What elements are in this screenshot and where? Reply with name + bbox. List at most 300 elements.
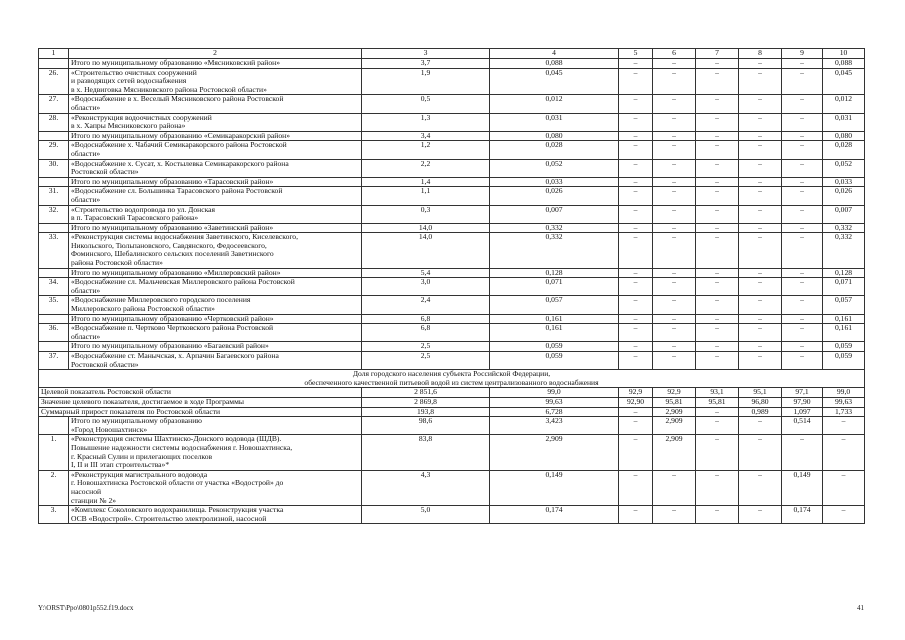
value-cell: 2,5 — [362, 352, 490, 370]
project-name: «Реконструкция водоочистных сооружений в х. Хапры Мясниковского района» — [69, 113, 362, 131]
value-cell: – — [619, 205, 653, 223]
value-cell: – — [696, 278, 739, 296]
header-cell: 4 — [490, 49, 619, 59]
row-number: 29. — [39, 141, 69, 159]
value-cell: – — [696, 435, 739, 470]
value-cell: – — [619, 233, 653, 268]
value-cell: 0,071 — [823, 278, 865, 296]
value-cell: 2,5 — [362, 342, 490, 352]
subtotal-row — [39, 314, 865, 324]
value-cell: – — [696, 223, 739, 233]
value-cell: 95,81 — [696, 397, 739, 407]
value-cell: – — [696, 205, 739, 223]
value-cell: 1,1 — [362, 187, 490, 205]
value-cell: – — [653, 342, 696, 352]
value-cell: 95,1 — [739, 388, 782, 398]
value-cell: – — [619, 352, 653, 370]
value-cell: – — [653, 131, 696, 141]
value-cell: 2,909 — [653, 435, 696, 470]
project-name: «Водоснабжение в х. Веселый Мясниковского района Ростовской области» — [69, 95, 362, 113]
value-cell: – — [696, 68, 739, 95]
project-name: «Комплекс Соколовского водохранилища. Реконструкция участка ОСВ «Водострой». Строительство электролизной, насосной — [69, 506, 362, 524]
value-cell: 0,989 — [739, 407, 782, 417]
value-cell: – — [782, 95, 823, 113]
value-cell: – — [782, 205, 823, 223]
project-name: «Водоснабжение ст. Манычская, х. Арпачин Багаевского района Ростовской области» — [69, 352, 362, 370]
section-heading: Доля городского населения субъекта Российской Федерации, обеспеченного качественной питьевой водой из систем централизованного водоснабжения — [39, 370, 865, 388]
value-cell: – — [739, 223, 782, 233]
value-cell: – — [653, 296, 696, 314]
value-cell: 0,033 — [823, 177, 865, 187]
subtotal-label: Итого по муниципальному образованию «Мясниковский район» — [69, 59, 362, 69]
table-row — [39, 68, 865, 95]
value-cell: 99,63 — [823, 397, 865, 407]
value-cell: 92,9 — [619, 388, 653, 398]
value-cell: 95,81 — [653, 397, 696, 407]
value-cell: – — [696, 159, 739, 177]
value-cell: 0,161 — [490, 314, 619, 324]
value-cell: – — [619, 435, 653, 470]
value-cell: 3,423 — [490, 417, 619, 435]
value-cell: 93,1 — [696, 388, 739, 398]
value-cell: – — [782, 141, 823, 159]
value-cell: 0,059 — [490, 352, 619, 370]
value-cell: 0,052 — [490, 159, 619, 177]
value-cell: – — [696, 113, 739, 131]
value-cell: 96,80 — [739, 397, 782, 407]
project-name: «Водоснабжение Миллеровского городского поселения Миллеровского района Ростовской области» — [69, 296, 362, 314]
value-cell: – — [739, 233, 782, 268]
value-cell: – — [619, 314, 653, 324]
value-cell: 0,088 — [490, 59, 619, 69]
value-cell: 97,90 — [782, 397, 823, 407]
row-number: 1. — [39, 435, 69, 470]
value-cell: 0,161 — [823, 314, 865, 324]
value-cell: 14,0 — [362, 233, 490, 268]
value-cell: 0,128 — [490, 268, 619, 278]
row-number: 30. — [39, 159, 69, 177]
value-cell: – — [619, 342, 653, 352]
value-cell: – — [739, 278, 782, 296]
value-cell: 1,097 — [782, 407, 823, 417]
value-cell: – — [653, 59, 696, 69]
value-cell: 3,0 — [362, 278, 490, 296]
value-cell: 0,059 — [823, 352, 865, 370]
subtotal-label: Итого по муниципальному образованию «Заветинский район» — [69, 223, 362, 233]
project-name: «Водоснабжение п. Чертково Чертковского района Ростовской области» — [69, 324, 362, 342]
table-row — [39, 278, 865, 296]
header-row — [39, 49, 865, 59]
value-cell: 2,909 — [653, 407, 696, 417]
value-cell: – — [823, 435, 865, 470]
value-cell: 0,045 — [823, 68, 865, 95]
row-number: 31. — [39, 187, 69, 205]
value-cell: – — [619, 95, 653, 113]
value-cell: 0,149 — [782, 470, 823, 505]
document-page — [38, 48, 864, 524]
value-cell: 0,033 — [490, 177, 619, 187]
indicator-name: Целевой показатель Ростовской области — [39, 388, 362, 398]
subtotal-row — [39, 268, 865, 278]
value-cell: – — [782, 233, 823, 268]
value-cell: – — [696, 268, 739, 278]
value-cell: 0,059 — [823, 342, 865, 352]
value-cell: 99,63 — [490, 397, 619, 407]
value-cell: 0,057 — [823, 296, 865, 314]
value-cell: – — [619, 68, 653, 95]
value-cell: – — [653, 470, 696, 505]
value-cell: 2,909 — [653, 417, 696, 435]
value-cell: – — [653, 233, 696, 268]
value-cell: 3,7 — [362, 59, 490, 69]
value-cell: – — [823, 506, 865, 524]
table-row — [39, 141, 865, 159]
value-cell: – — [619, 407, 653, 417]
value-cell: – — [653, 95, 696, 113]
value-cell: – — [782, 177, 823, 187]
subtotal-row — [39, 417, 865, 435]
value-cell: – — [782, 159, 823, 177]
row-number: 37. — [39, 352, 69, 370]
header-cell: 3 — [362, 49, 490, 59]
value-cell: 1,2 — [362, 141, 490, 159]
value-cell: 5,0 — [362, 506, 490, 524]
value-cell: – — [739, 68, 782, 95]
row-number: 2. — [39, 470, 69, 505]
value-cell: – — [696, 141, 739, 159]
value-cell: – — [619, 131, 653, 141]
subtotal-row — [39, 59, 865, 69]
value-cell: 3,4 — [362, 131, 490, 141]
value-cell: – — [653, 314, 696, 324]
table-row — [39, 296, 865, 314]
value-cell: – — [696, 506, 739, 524]
project-name: «Водоснабжение сл. Большинка Тарасовского района Ростовской области» — [69, 187, 362, 205]
value-cell: – — [619, 470, 653, 505]
value-cell: – — [653, 177, 696, 187]
value-cell: – — [739, 141, 782, 159]
project-name: «Строительство очистных сооружений и разводящих сетей водоснабжения в х. Недвиговка Мясниковского района Ростовской области» — [69, 68, 362, 95]
value-cell: 6,8 — [362, 324, 490, 342]
table-row — [39, 506, 865, 524]
table-row — [39, 159, 865, 177]
value-cell: 92,9 — [653, 388, 696, 398]
value-cell: – — [653, 159, 696, 177]
project-name: «Реконструкция системы водоснабжения Заветинского, Киселевского, Никольского, Тюльпановского, Савдянского, Федосеевского, Фоминского, Шебалинского сельских поселений Заветинского района Ростовской области» — [69, 233, 362, 268]
value-cell: 4,3 — [362, 470, 490, 505]
value-cell: 92,90 — [619, 397, 653, 407]
value-cell: – — [653, 278, 696, 296]
value-cell: – — [653, 68, 696, 95]
value-cell: 0,052 — [823, 159, 865, 177]
value-cell: – — [696, 59, 739, 69]
table-row — [39, 233, 865, 268]
value-cell: – — [653, 113, 696, 131]
table-row — [39, 324, 865, 342]
header-cell: 6 — [653, 49, 696, 59]
value-cell: – — [823, 417, 865, 435]
value-cell: – — [696, 314, 739, 324]
value-cell: – — [739, 95, 782, 113]
table-row — [39, 352, 865, 370]
project-name: «Водоснабжение сл. Мальчевская Миллеровского района Ростовской области» — [69, 278, 362, 296]
project-name: «Водоснабжение х. Чабачий Семикаракорского района Ростовской области» — [69, 141, 362, 159]
project-name: «Реконструкция магистрального водовода г. Новошахтинска Ростовской области от участка «Водострой» до насосной станции № 2» — [69, 470, 362, 505]
subtotal-label: Итого по муниципальному образованию «Город Новошахтинск» — [69, 417, 362, 435]
value-cell: 0,174 — [782, 506, 823, 524]
value-cell: – — [782, 187, 823, 205]
value-cell: – — [782, 68, 823, 95]
value-cell: – — [739, 268, 782, 278]
value-cell: – — [696, 187, 739, 205]
table-row — [39, 205, 865, 223]
subtotal-row — [39, 342, 865, 352]
value-cell: – — [696, 324, 739, 342]
value-cell: 99,0 — [823, 388, 865, 398]
value-cell: 0,028 — [490, 141, 619, 159]
value-cell: – — [739, 187, 782, 205]
value-cell: 0,149 — [490, 470, 619, 505]
subtotal-row — [39, 177, 865, 187]
row-number — [39, 223, 69, 233]
value-cell: – — [739, 342, 782, 352]
program-table — [38, 48, 865, 524]
header-cell: 7 — [696, 49, 739, 59]
value-cell: – — [739, 352, 782, 370]
table-row — [39, 187, 865, 205]
value-cell: 99,0 — [490, 388, 619, 398]
row-number: 32. — [39, 205, 69, 223]
value-cell: – — [653, 352, 696, 370]
value-cell: – — [739, 131, 782, 141]
value-cell: – — [739, 506, 782, 524]
value-cell: – — [739, 205, 782, 223]
value-cell: – — [653, 141, 696, 159]
row-number — [39, 59, 69, 69]
row-number — [39, 177, 69, 187]
value-cell: – — [696, 95, 739, 113]
subtotal-row — [39, 131, 865, 141]
value-cell: – — [782, 59, 823, 69]
subtotal-label: Итого по муниципальному образованию «Семикаракорский район» — [69, 131, 362, 141]
value-cell: 0,332 — [490, 223, 619, 233]
section-heading-row — [39, 370, 865, 388]
project-name: «Реконструкция системы Шахтинско-Донского водовода (ШДВ). Повышение надежности системы водоснабжения г. Новошахтинска, г. Красный Сулин и прилегающих поселков I, II и III этап строительства»* — [69, 435, 362, 470]
row-number: 36. — [39, 324, 69, 342]
value-cell: – — [823, 470, 865, 505]
value-cell: 0,161 — [490, 324, 619, 342]
value-cell: 97,1 — [782, 388, 823, 398]
value-cell: – — [653, 223, 696, 233]
value-cell: – — [653, 205, 696, 223]
value-cell: – — [619, 506, 653, 524]
header-cell: 2 — [69, 49, 362, 59]
row-number: 26. — [39, 68, 69, 95]
value-cell: 193,8 — [362, 407, 490, 417]
header-cell: 9 — [782, 49, 823, 59]
value-cell: 1,733 — [823, 407, 865, 417]
value-cell: 0,332 — [490, 233, 619, 268]
value-cell: – — [782, 342, 823, 352]
value-cell: 0,5 — [362, 95, 490, 113]
value-cell: – — [739, 417, 782, 435]
value-cell: 5,4 — [362, 268, 490, 278]
value-cell: 2,909 — [490, 435, 619, 470]
value-cell: – — [696, 407, 739, 417]
value-cell: – — [619, 187, 653, 205]
project-name: «Водоснабжение х. Сусат, х. Костылевка Семикаракорского района Ростовской области» — [69, 159, 362, 177]
value-cell: 2,2 — [362, 159, 490, 177]
indicator-name: Суммарный прирост показателя по Ростовской области — [39, 407, 362, 417]
value-cell: – — [696, 470, 739, 505]
value-cell: 0,161 — [823, 324, 865, 342]
value-cell: 0,080 — [823, 131, 865, 141]
value-cell: – — [782, 113, 823, 131]
value-cell: – — [696, 296, 739, 314]
value-cell: – — [653, 324, 696, 342]
value-cell: 83,8 — [362, 435, 490, 470]
value-cell: – — [739, 470, 782, 505]
value-cell: – — [619, 113, 653, 131]
value-cell: – — [782, 131, 823, 141]
header-cell: 1 — [39, 49, 69, 59]
table-row — [39, 95, 865, 113]
value-cell: 0,514 — [782, 417, 823, 435]
value-cell: – — [619, 296, 653, 314]
value-cell: – — [619, 141, 653, 159]
value-cell: 0,026 — [490, 187, 619, 205]
value-cell: – — [739, 113, 782, 131]
value-cell: 0,045 — [490, 68, 619, 95]
value-cell: 0,088 — [823, 59, 865, 69]
value-cell: 14,0 — [362, 223, 490, 233]
row-number — [39, 314, 69, 324]
value-cell: – — [782, 268, 823, 278]
value-cell: – — [782, 352, 823, 370]
value-cell: 1,4 — [362, 177, 490, 187]
value-cell: – — [739, 324, 782, 342]
value-cell: 1,3 — [362, 113, 490, 131]
value-cell: 0,3 — [362, 205, 490, 223]
row-number — [39, 417, 69, 435]
value-cell: – — [739, 177, 782, 187]
file-path: Y:\ORST\Ppo\0801p552.f19.docx — [38, 604, 134, 612]
value-cell: – — [653, 506, 696, 524]
table-body — [39, 49, 865, 524]
value-cell: 0,012 — [490, 95, 619, 113]
value-cell: – — [696, 131, 739, 141]
value-cell: 0,332 — [823, 233, 865, 268]
value-cell: – — [619, 159, 653, 177]
value-cell: 0,332 — [823, 223, 865, 233]
value-cell: 0,059 — [490, 342, 619, 352]
value-cell: – — [739, 296, 782, 314]
indicator-row — [39, 388, 865, 398]
value-cell: – — [619, 278, 653, 296]
value-cell: – — [696, 352, 739, 370]
value-cell: 0,057 — [490, 296, 619, 314]
table-row — [39, 470, 865, 505]
value-cell: 0,128 — [823, 268, 865, 278]
value-cell: 0,028 — [823, 141, 865, 159]
value-cell: – — [619, 223, 653, 233]
value-cell: 0,080 — [490, 131, 619, 141]
row-number: 27. — [39, 95, 69, 113]
value-cell: 2 851,6 — [362, 388, 490, 398]
value-cell: 0,031 — [823, 113, 865, 131]
header-cell: 8 — [739, 49, 782, 59]
value-cell: – — [619, 177, 653, 187]
project-name: «Строительство водопровода по ул. Донская в п. Тарасовский Тарасовского района» — [69, 205, 362, 223]
value-cell: 0,007 — [490, 205, 619, 223]
row-number: 3. — [39, 506, 69, 524]
value-cell: – — [696, 233, 739, 268]
header-cell: 5 — [619, 49, 653, 59]
row-number: 33. — [39, 233, 69, 268]
indicator-row — [39, 407, 865, 417]
table-row — [39, 435, 865, 470]
value-cell: – — [653, 268, 696, 278]
subtotal-label: Итого по муниципальному образованию «Багаевский район» — [69, 342, 362, 352]
value-cell: 6,8 — [362, 314, 490, 324]
value-cell: – — [696, 342, 739, 352]
header-cell: 10 — [823, 49, 865, 59]
value-cell: – — [782, 314, 823, 324]
indicator-name: Значение целевого показателя, достигаемое в ходе Программы — [39, 397, 362, 407]
value-cell: – — [782, 324, 823, 342]
row-number — [39, 131, 69, 141]
value-cell: – — [782, 223, 823, 233]
value-cell: – — [619, 417, 653, 435]
row-number — [39, 268, 69, 278]
value-cell: 98,6 — [362, 417, 490, 435]
value-cell: – — [739, 314, 782, 324]
value-cell: – — [696, 417, 739, 435]
row-number: 34. — [39, 278, 69, 296]
value-cell: 2 869,8 — [362, 397, 490, 407]
row-number — [39, 342, 69, 352]
value-cell: 0,071 — [490, 278, 619, 296]
value-cell: – — [619, 59, 653, 69]
value-cell: – — [739, 59, 782, 69]
table-row — [39, 113, 865, 131]
page-number: 41 — [857, 604, 864, 612]
value-cell: 0,007 — [823, 205, 865, 223]
value-cell: – — [653, 187, 696, 205]
value-cell: 2,4 — [362, 296, 490, 314]
subtotal-label: Итого по муниципальному образованию «Миллеровский район» — [69, 268, 362, 278]
value-cell: 1,9 — [362, 68, 490, 95]
subtotal-row — [39, 223, 865, 233]
subtotal-label: Итого по муниципальному образованию «Чертковский район» — [69, 314, 362, 324]
value-cell: – — [696, 177, 739, 187]
value-cell: 0,026 — [823, 187, 865, 205]
value-cell: – — [619, 324, 653, 342]
value-cell: 6,728 — [490, 407, 619, 417]
value-cell: 0,174 — [490, 506, 619, 524]
row-number: 35. — [39, 296, 69, 314]
value-cell: – — [619, 268, 653, 278]
value-cell: – — [782, 278, 823, 296]
indicator-row — [39, 397, 865, 407]
row-number: 28. — [39, 113, 69, 131]
value-cell: – — [739, 159, 782, 177]
value-cell: – — [782, 296, 823, 314]
subtotal-label: Итого по муниципальному образованию «Тарасовский район» — [69, 177, 362, 187]
value-cell: 0,012 — [823, 95, 865, 113]
value-cell: – — [782, 435, 823, 470]
value-cell: – — [739, 435, 782, 470]
